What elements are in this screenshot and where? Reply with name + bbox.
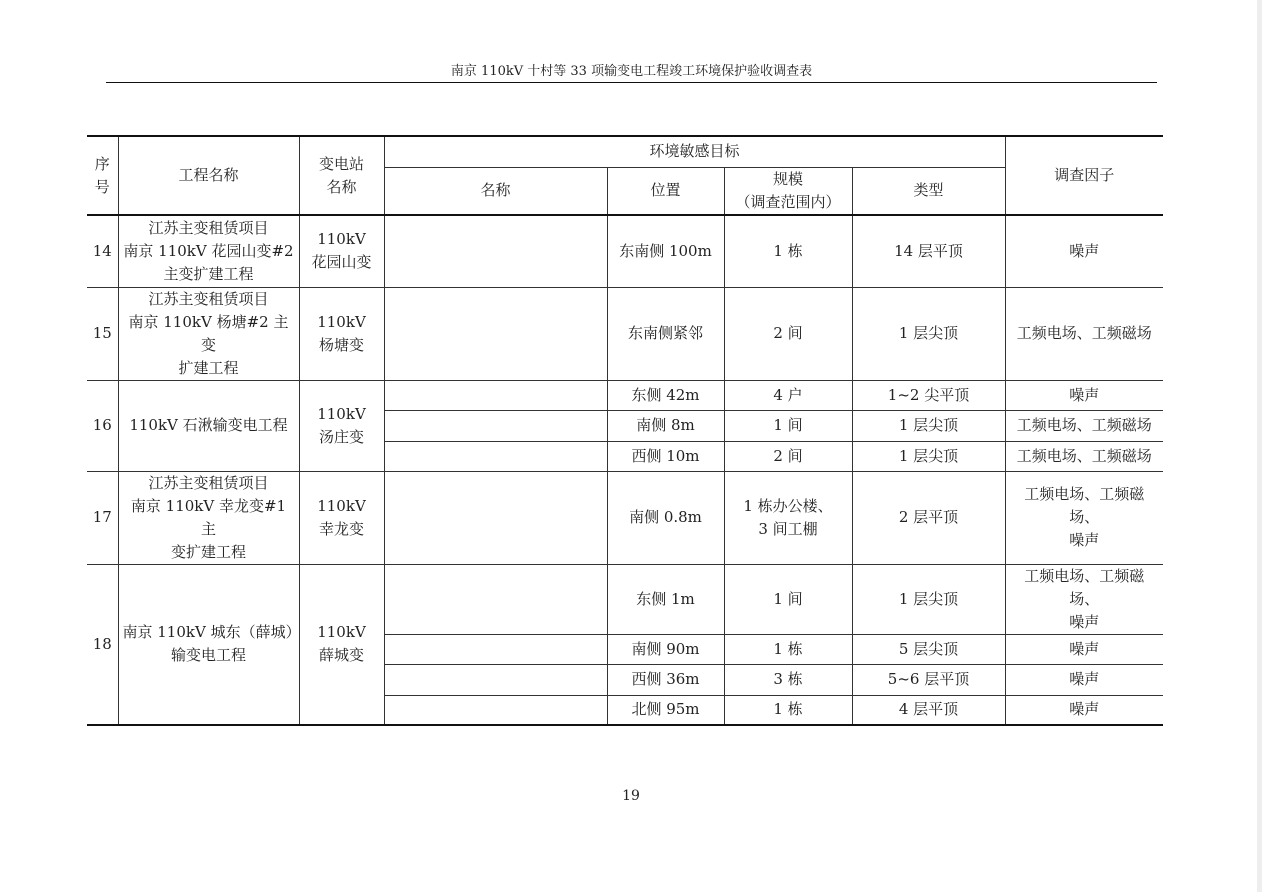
survey-factor-cell: 工频电场、工频磁场	[1005, 287, 1163, 380]
building-type-cell: 2 层平顶	[852, 471, 1005, 564]
substation-name-cell: 110kV 杨塘变	[299, 287, 384, 380]
row-number: 16	[87, 380, 118, 471]
position-cell: 西侧 36m	[607, 664, 724, 695]
project-name-cell: 110kV 石湫输变电工程	[118, 380, 299, 471]
header-no: 序 号	[87, 136, 118, 215]
survey-factor-cell: 工频电场、工频磁场、 噪声	[1005, 471, 1163, 564]
position-cell: 南侧 90m	[607, 634, 724, 664]
project-name-cell: 江苏主变租赁项目 南京 110kV 花园山变#2 主变扩建工程	[118, 215, 299, 287]
table-row	[87, 287, 1163, 380]
scale-cell: 1 栋	[724, 215, 852, 287]
survey-table	[87, 135, 1163, 726]
survey-factor-cell: 噪声	[1005, 634, 1163, 664]
substation-name-cell: 110kV 薛城变	[299, 564, 384, 725]
table-row	[87, 215, 1163, 287]
table-row	[87, 380, 1163, 410]
survey-factor-cell: 噪声	[1005, 380, 1163, 410]
position-cell: 东侧 42m	[607, 380, 724, 410]
survey-factor-cell: 工频电场、工频磁场	[1005, 441, 1163, 471]
target-name-cell	[384, 664, 607, 695]
row-number: 15	[87, 287, 118, 380]
project-name-cell: 江苏主变租赁项目 南京 110kV 杨塘#2 主变 扩建工程	[118, 287, 299, 380]
substation-name-cell: 110kV 花园山变	[299, 215, 384, 287]
survey-factor-cell: 噪声	[1005, 695, 1163, 725]
building-type-cell: 1 层尖顶	[852, 410, 1005, 441]
page-header-title: 南京 110kV 十村等 33 项输变电工程竣工环境保护验收调查表	[450, 64, 813, 79]
header-rule	[106, 82, 1157, 83]
substation-name-cell: 110kV 幸龙变	[299, 471, 384, 564]
project-name-cell: 南京 110kV 城东（薛城） 输变电工程	[118, 564, 299, 725]
header-project-name: 工程名称	[118, 136, 299, 215]
building-type-cell: 5~6 层平顶	[852, 664, 1005, 695]
position-cell: 东南侧 100m	[607, 215, 724, 287]
header-sensitive-targets: 环境敏感目标	[384, 136, 1005, 167]
target-name-cell	[384, 215, 607, 287]
position-cell: 西侧 10m	[607, 441, 724, 471]
survey-factor-cell: 噪声	[1005, 215, 1163, 287]
substation-name-cell: 110kV 汤庄变	[299, 380, 384, 471]
survey-factor-cell: 工频电场、工频磁场、 噪声	[1005, 564, 1163, 634]
target-name-cell	[384, 564, 607, 634]
scale-cell: 1 栋办公楼、 3 间工棚	[724, 471, 852, 564]
position-cell: 北侧 95m	[607, 695, 724, 725]
scale-cell: 2 间	[724, 287, 852, 380]
building-type-cell: 4 层平顶	[852, 695, 1005, 725]
building-type-cell: 1 层尖顶	[852, 287, 1005, 380]
scale-cell: 4 户	[724, 380, 852, 410]
position-cell: 东南侧紧邻	[607, 287, 724, 380]
position-cell: 南侧 8m	[607, 410, 724, 441]
project-name-cell: 江苏主变租赁项目 南京 110kV 幸龙变#1 主 变扩建工程	[118, 471, 299, 564]
position-cell: 东侧 1m	[607, 564, 724, 634]
page-number: 19	[622, 788, 640, 804]
scale-cell: 1 栋	[724, 695, 852, 725]
header-scale: 规模 （调查范围内）	[724, 167, 852, 215]
target-name-cell	[384, 380, 607, 410]
scale-cell: 1 间	[724, 410, 852, 441]
building-type-cell: 1 层尖顶	[852, 441, 1005, 471]
scale-cell: 1 间	[724, 564, 852, 634]
target-name-cell	[384, 287, 607, 380]
survey-factor-cell: 噪声	[1005, 664, 1163, 695]
survey-factor-cell: 工频电场、工频磁场	[1005, 410, 1163, 441]
scale-cell: 3 栋	[724, 664, 852, 695]
row-number: 14	[87, 215, 118, 287]
scale-cell: 1 栋	[724, 634, 852, 664]
building-type-cell: 1 层尖顶	[852, 564, 1005, 634]
position-cell: 南侧 0.8m	[607, 471, 724, 564]
building-type-cell: 5 层尖顶	[852, 634, 1005, 664]
header-type: 类型	[852, 167, 1005, 215]
header-survey-factor: 调查因子	[1005, 136, 1163, 215]
building-type-cell: 14 层平顶	[852, 215, 1005, 287]
target-name-cell	[384, 410, 607, 441]
target-name-cell	[384, 471, 607, 564]
header-target-name: 名称	[384, 167, 607, 215]
header-substation-name: 变电站 名称	[299, 136, 384, 215]
page-edge-shadow	[1257, 0, 1262, 892]
header-position: 位置	[607, 167, 724, 215]
scale-cell: 2 间	[724, 441, 852, 471]
row-number: 17	[87, 471, 118, 564]
target-name-cell	[384, 634, 607, 664]
target-name-cell	[384, 441, 607, 471]
row-number: 18	[87, 564, 118, 725]
table-row	[87, 564, 1163, 634]
target-name-cell	[384, 695, 607, 725]
building-type-cell: 1~2 尖平顶	[852, 380, 1005, 410]
table-row	[87, 471, 1163, 564]
